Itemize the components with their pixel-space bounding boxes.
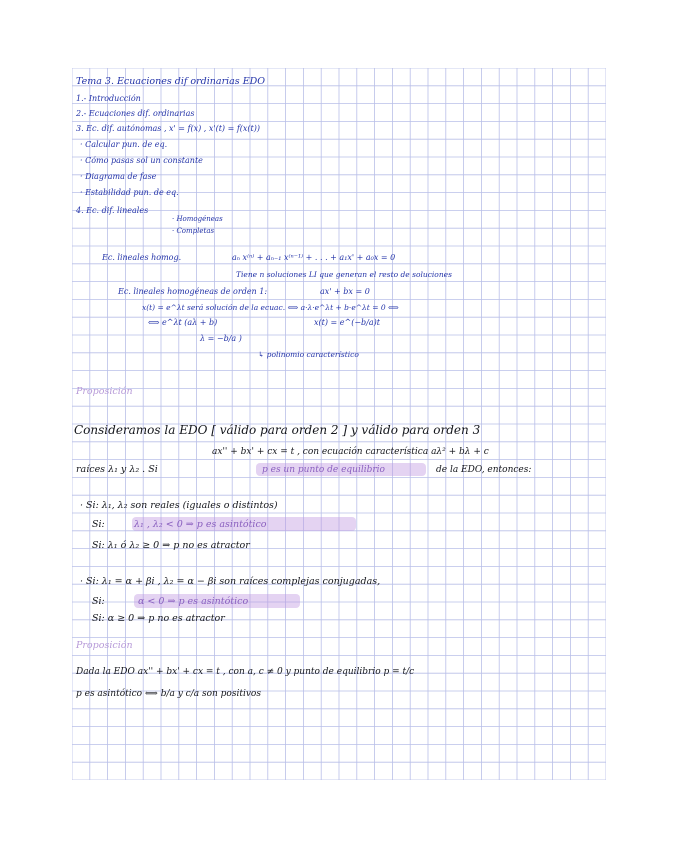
lineal-homog-equation: aₙ x⁽ⁿ⁾ + aₙ₋₁ x⁽ⁿ⁻¹⁾ + . . . + a₁x' + a₀x = 0 bbox=[232, 253, 396, 262]
lineal-homog-note: Tiene n soluciones LI que generan el resto de soluciones bbox=[236, 270, 452, 279]
prop1-line: de la EDO, entonces: bbox=[436, 465, 532, 475]
prop1-case: · Si: λ₁, λ₂ son reales (iguales o distintos) bbox=[80, 500, 278, 511]
lineales-sub-item: · Completas bbox=[172, 227, 215, 235]
index-item: 1.- Introducción bbox=[76, 94, 141, 103]
index-item: · Calcular pun. de eq. bbox=[80, 140, 168, 149]
note-title: Tema 3. Ecuaciones dif ordinarias EDO bbox=[76, 76, 266, 87]
index-item: 3. Ec. dif. autónomas , x' = f(x) , x'(t) = f(x(t)) bbox=[76, 124, 261, 133]
prop2-line: p es asintótico ⟺ b/a y c/a son positivos bbox=[76, 689, 261, 699]
prop1-case-label: Si: bbox=[92, 519, 105, 530]
index-item: 4. Ec. dif. lineales bbox=[76, 206, 149, 215]
lineal-homog-label: Ec. lineales homog. bbox=[102, 253, 182, 262]
orden1-polynomial-note: ↳ polinomio característico bbox=[258, 350, 359, 359]
highlighted-text: λ₁ , λ₂ < 0 ⇒ p es asintótico bbox=[134, 519, 267, 530]
orden1-factor-line: ⟺ e^λt (aλ + b) bbox=[148, 318, 218, 327]
index-item: · Cómo pasas sol un constante bbox=[80, 156, 203, 165]
prop1-case: · Si: λ₁ = α + βi , λ₂ = α − βi son raíces complejas conjugadas, bbox=[80, 576, 381, 587]
index-item: · Diagrama de fase bbox=[80, 172, 157, 181]
prop1-case-label: Si: bbox=[92, 596, 105, 607]
highlighted-text: p es un punto de equilibrio bbox=[262, 465, 385, 475]
orden1-lambda: λ = −b/a ) bbox=[200, 334, 242, 343]
highlighted-text: α < 0 ⇒ p es asintótico bbox=[138, 596, 249, 607]
prop1-case: Si: α ≥ 0 ⇒ p no es atractor bbox=[92, 613, 225, 624]
index-item: 2.- Ecuaciones dif. ordinarias bbox=[76, 109, 195, 118]
prop1-line: ax'' + bx' + cx = t , con ecuación característica aλ² + bλ + c bbox=[212, 447, 489, 457]
prop1-line: raíces λ₁ y λ₂ . Si bbox=[76, 464, 158, 475]
proposition-heading: Proposición bbox=[76, 640, 133, 651]
prop2-line: Dada la EDO ax'' + bx' + cx = t , con a, c ≠ 0 y punto de equilibrio p = t/c bbox=[76, 667, 415, 677]
lineales-sub-item: · Homogéneas bbox=[172, 215, 223, 223]
index-item: · Estabilidad pun. de eq. bbox=[80, 188, 179, 197]
proposition-heading: Proposición bbox=[76, 386, 133, 397]
prop1-line: Consideramos la EDO [ válido para orden 2 ] y válido para orden 3 bbox=[74, 423, 481, 437]
orden1-equation: ax' + bx = 0 bbox=[320, 287, 370, 296]
orden1-solution-line: x(t) = e^λt será solución de la ecuac. ⟺ a·λ·e^λt + b·e^λt = 0 ⟺ bbox=[142, 303, 399, 312]
orden1-solution: x(t) = e^(−b/a)t bbox=[314, 318, 380, 327]
orden1-label: Ec. lineales homogéneas de orden 1: bbox=[118, 287, 268, 296]
prop1-case: Si: λ₁ ó λ₂ ≥ 0 ⇒ p no es atractor bbox=[92, 540, 250, 551]
